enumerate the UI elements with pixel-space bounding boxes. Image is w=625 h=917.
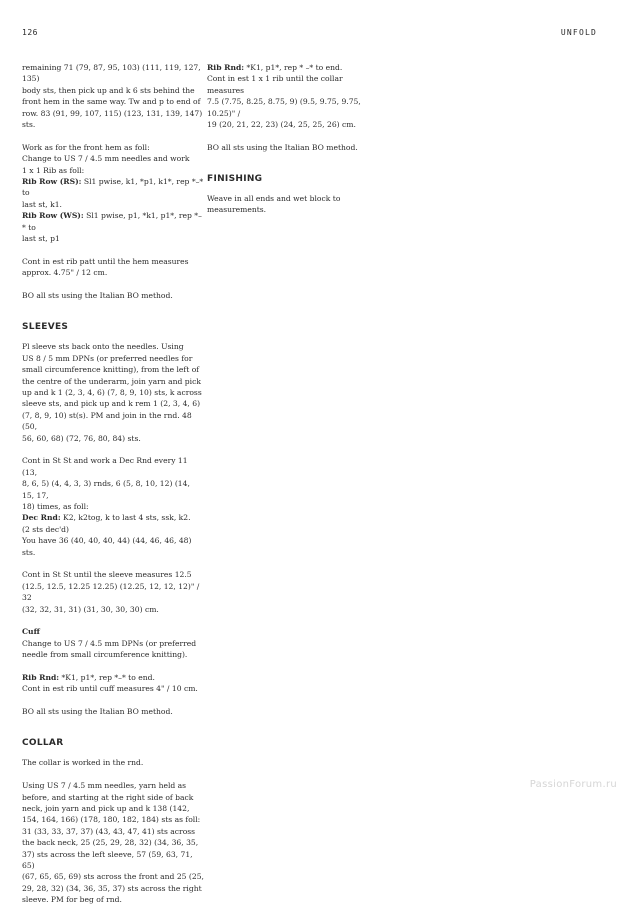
rib-row-ws-text: Sl1 pwise, p1, *k1, p1*, rep *–* to last st, p1 — [22, 211, 202, 244]
rib-row-ws-label: Rib Row (WS): — [22, 211, 84, 221]
rib-rnd-text: *K1, p1*, rep *–* to end. Cont in est rib until cuff measures 4" / 10 cm. — [22, 673, 198, 694]
rib-row-rs-label: Rib Row (RS): — [22, 177, 82, 187]
rib-rnd-text: *K1, p1*, rep * –* to end. Cont in est 1 x 1 rib until the collar measures 7.5 (7.75, 8.25, 8.75, 9) (9.5, 9.75, 9.75, 10.25)" / 19 (20, 21, 22, 23) (24, 25, 25, 26) cm. — [207, 63, 361, 130]
rib-row-rs-text: Sl1 pwise, k1, *p1, k1*, rep *–* to last st, k1. — [22, 177, 204, 209]
watermark: PassionForum.ru — [529, 779, 617, 790]
section-heading-finishing: FINISHING — [207, 173, 263, 184]
paragraph: BO all sts using the Italian BO method. — [22, 707, 173, 717]
dec-instructions — [22, 455, 204, 558]
rib-rnd-label: Rib Rnd: — [22, 673, 60, 682]
paragraph: Weave in all ends and wet block to measurements. — [207, 194, 341, 215]
cuff-block — [22, 626, 204, 660]
page-number: 126 — [22, 28, 38, 37]
section-heading-collar: COLLAR — [22, 738, 64, 748]
cuff-subheading: Cuff — [22, 627, 40, 637]
paragraph: BO all sts using the Italian BO method. — [22, 291, 173, 301]
dec-rnd-text: K2, k2tog, k to last 4 sts, ssk, k2. (2 sts dec'd) You have 36 (40, 40, 40, 44) (44, 46, 46, 48) sts. — [22, 513, 192, 557]
paragraph: remaining 71 (79, 87, 95, 103) (111, 119, 127, 135) body sts, then pick up and k 6 sts behind the front hem in the same way. Tw and p to end of row. 83 (91, 99, 107, 115) (123, 131, 139, 147) sts. — [22, 63, 203, 130]
paragraph: Cont in St St until the sleeve measures 12.5 (12.5, 12.5, 12.25 12.25) (12.25, 12, 12, 12)" / 32 (32, 32, 31, 31) (31, 30, 30, 30) cm. — [22, 570, 200, 614]
paragraph: Change to US 7 / 4.5 mm DPNs (or preferred needle from small circumference knitting). — [22, 638, 197, 660]
paragraph: Work as for the front hem as foll: Change to US 7 / 4.5 mm needles and work 1 x 1 Rib as foll: — [22, 142, 190, 175]
right-column — [207, 62, 377, 227]
rib-rnd-block — [22, 672, 204, 695]
paragraph: Cont in St St and work a Dec Rnd every 11 (13, 8, 6, 5) (4, 4, 3, 3) rnds, 6 (5, 8, 10, 12) (14, 15, 17, 18) times, as foll: — [22, 456, 190, 511]
paragraph: Using US 7 / 4.5 mm needles, yarn held as before, and starting at the right side of back neck, join yarn and pick up and k 138 (142, 154, 164, 166) (178, 180, 182, 184) sts as foll: 31 (33, 33, 37, 37) (43, 43, 47, 41) sts across the back neck, 25 (25, 29, 28, 32) (34, 36, 35, 37) sts across the left sleeve, 57 (59, 63, 71, 65) (67, 65, 65, 69) sts across the front and 25 (25, 29, 28, 32) (34, 36, 35, 37) sts across the right sleeve. PM for beg of rnd. — [22, 781, 204, 905]
paragraph: The collar is worked in the rnd. — [22, 758, 144, 768]
rib-instructions — [22, 142, 204, 245]
paragraph: Pl sleeve sts back onto the needles. Using US 8 / 5 mm DPNs (or preferred needles for small circumference knitting), from the left of the centre of the underarm, join yarn and pick up and k 1 (2, 3, 4, 6) (7, 8, 9, 10) sts, k across sleeve sts, and pick up and k rem 1 (2, 3, 4, 6) (7, 8, 9, 10) st(s). PM and join in the rnd. 48 (50, 56, 60, 68) (72, 76, 80, 84) sts. — [22, 342, 202, 443]
rib-rnd-label: Rib Rnd: — [207, 63, 245, 72]
dec-rnd-label: Dec Rnd: — [22, 513, 61, 523]
collar-rib-block — [207, 62, 377, 130]
left-column — [22, 62, 204, 917]
paragraph: Cont in est rib patt until the hem measures approx. 4.75" / 12 cm. — [22, 256, 189, 278]
paragraph: BO all sts using the Italian BO method. — [207, 142, 358, 152]
running-header-brand: UNFOLD — [560, 28, 597, 37]
section-heading-sleeves: SLEEVES — [22, 321, 69, 332]
